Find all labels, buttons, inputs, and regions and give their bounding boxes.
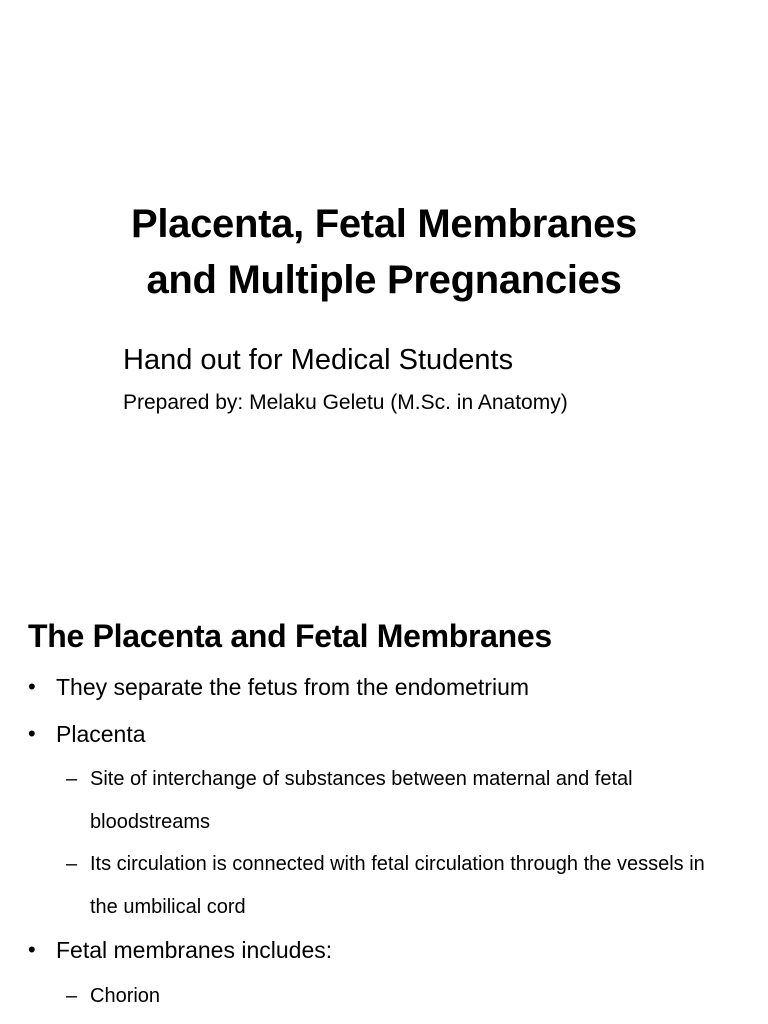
sub-bullet-item (66, 850, 720, 929)
bullet-marker: • (28, 937, 36, 962)
sub-bullet-item (66, 765, 720, 844)
sub-bullet-marker: – (66, 768, 78, 790)
bullet-item (28, 935, 332, 965)
sub-bullet-text: Site of interchange of substances between maternal and fetal bloodstreams (90, 768, 633, 833)
bullet-item (28, 719, 146, 749)
sub-bullet-marker: – (66, 985, 78, 1007)
bullet-text: Fetal membranes includes: (56, 937, 333, 963)
slide-subtitle: Hand out for Medical Students (123, 344, 514, 376)
sub-bullet-item (66, 982, 720, 1018)
bullet-item (28, 672, 529, 702)
author-line: Prepared by: Melaku Geletu (M.Sc. in Anatomy) (123, 391, 568, 414)
bullet-text: They separate the fetus from the endometrium (56, 674, 530, 700)
sub-bullet-text: Its circulation is connected with fetal circulation through the vessels in the umbilical cord (90, 853, 705, 918)
slide-title (0, 196, 768, 308)
slide-title-line-1: Placenta, Fetal Membranes (130, 202, 638, 246)
slide-title-line-2: and Multiple Pregnancies (146, 258, 622, 302)
slide-heading: The Placenta and Fetal Membranes (28, 618, 552, 654)
bullet-marker: • (28, 674, 36, 699)
bullet-text: Placenta (56, 721, 146, 747)
bullet-marker: • (28, 721, 36, 746)
content-slide (0, 576, 768, 1024)
sub-bullet-text: Chorion (90, 985, 161, 1007)
sub-bullet-marker: – (66, 853, 78, 875)
